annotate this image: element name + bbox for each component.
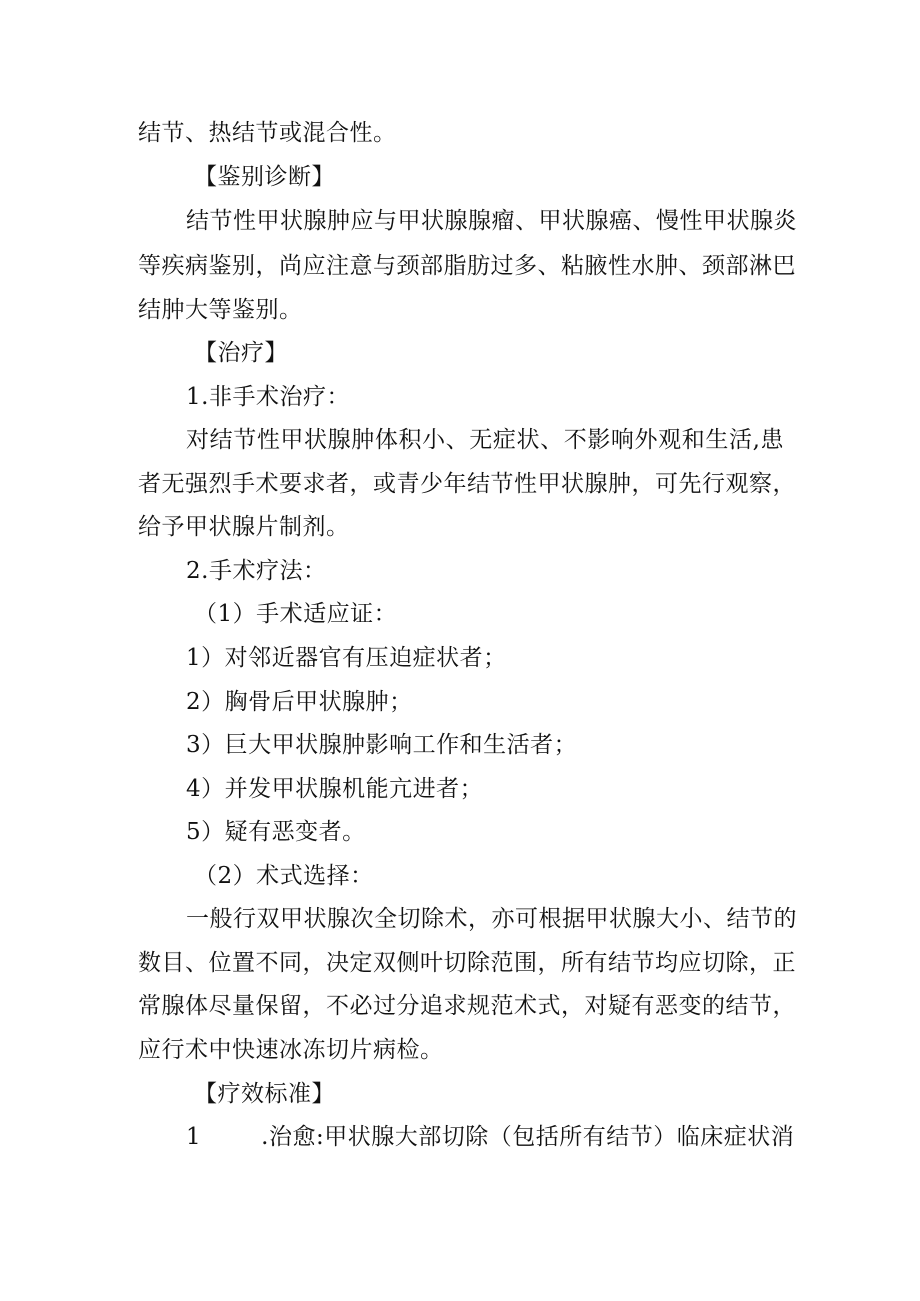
subheading-non-surgical: 1.非手术治疗：: [186, 384, 350, 410]
item-number: 1: [186, 1124, 202, 1150]
subheading-surgical: 2.手术疗法：: [186, 558, 327, 584]
paragraph-line: 结肿大等鉴别。: [138, 297, 303, 323]
paragraph-line: 等疾病鉴别，尚应注意与颈部脂肪过多、粘腋性水肿、颈部淋巴: [138, 253, 796, 279]
subheading-procedure: （2）术式选择：: [194, 863, 374, 889]
section-heading-efficacy: 【疗效标准】: [194, 1081, 335, 1107]
subheading-indications: （1）手术适应证：: [194, 601, 398, 627]
paragraph-line: 给予甲状腺片制剂。: [138, 514, 350, 540]
numbered-line: [186, 1122, 794, 1152]
paragraph-line: 数目、位置不同，决定双侧叶切除范围，所有结节均应切除，正: [138, 950, 796, 976]
list-item: 3）巨大甲状腺肿影响工作和生活者；: [186, 732, 578, 758]
paragraph-line: 应行术中快速冰冻切片病检。: [138, 1037, 444, 1063]
section-heading-treatment: 【治疗】: [194, 340, 288, 366]
section-heading-differential-diagnosis: 【鉴别诊断】: [194, 164, 335, 190]
list-item: 2）胸骨后甲状腺肿；: [186, 689, 413, 715]
item-text: .治愈:甲状腺大部切除（包括所有结节）临床症状消: [261, 1124, 795, 1150]
paragraph-line: 对结节性甲状腺肿体积小、无症状、不影响外观和生活,患: [186, 427, 784, 453]
paragraph-line: 结节性甲状腺肿应与甲状腺腺瘤、甲状腺癌、慢性甲状腺炎: [186, 208, 797, 234]
list-item: 4）并发甲状腺机能亢进者；: [186, 776, 484, 802]
paragraph-line: 常腺体尽量保留，不必过分追求规范术式，对疑有恶变的结节，: [138, 993, 796, 1019]
paragraph-line: 者无强烈手术要求者，或青少年结节性甲状腺肿，可先行观察，: [138, 471, 796, 497]
paragraph-line: 结节、热结节或混合性。: [138, 120, 397, 146]
paragraph-line: 一般行双甲状腺次全切除术，亦可根据甲状腺大小、结节的: [186, 906, 797, 932]
list-item: 1）对邻近器官有压迫症状者；: [186, 645, 507, 671]
list-item: 5）疑有恶变者。: [186, 819, 366, 845]
